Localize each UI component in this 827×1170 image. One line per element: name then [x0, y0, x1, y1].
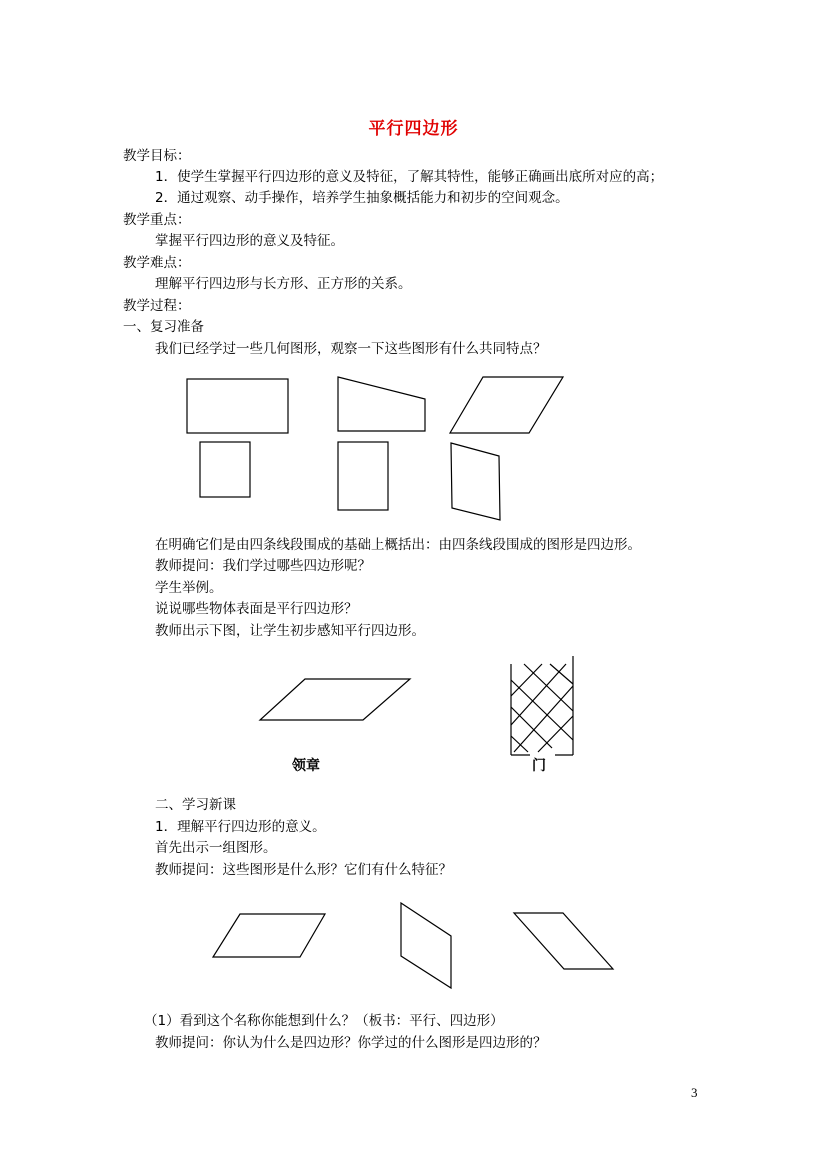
new-lesson-show-group: 首先出示一组图形。: [155, 840, 277, 856]
badge-parallelogram-shape: [260, 679, 410, 720]
objectives-heading: 教学目标：: [123, 148, 191, 164]
new-lesson-step1: 1．理解平行四边形的意义。: [155, 819, 326, 835]
new-lesson-q1: （1）看到这个名称你能想到什么？（板书：平行、四边形）: [144, 1013, 504, 1029]
new-lesson-q1-ask: 教师提问：你认为什么是四边形？你学过的什么图形是四边形的？: [155, 1035, 547, 1051]
review-summary: 在明确它们是由四条线段围成的基础上概括出：由四条线段围成的图形是四边形。: [155, 537, 641, 553]
parallelogram-shape: [450, 377, 563, 433]
review-show: 教师出示下图，让学生初步感知平行四边形。: [155, 623, 425, 639]
parallelogram-c-shape: [514, 913, 613, 969]
skewed-quadrilateral-shape: [451, 443, 500, 520]
process-heading: 教学过程：: [123, 298, 191, 314]
page-number: 3: [691, 1085, 698, 1100]
review-heading: 一、复习准备: [123, 319, 204, 335]
door-caption: 门: [532, 758, 546, 774]
rectangle-tall-shape: [338, 442, 388, 510]
new-lesson-heading: 二、学习新课: [155, 797, 236, 813]
review-objects: 说说哪些物体表面是平行四边形？: [155, 601, 358, 617]
objective-1: 1．使学生掌握平行四边形的意义及特征，了解其特性，能够正确画出底所对应的高；: [155, 169, 664, 185]
trapezoid-shape: [338, 377, 425, 431]
badge-caption: 领章: [292, 758, 320, 774]
objective-2: 2．通过观察、动手操作，培养学生抽象概括能力和初步的空间观念。: [155, 190, 569, 206]
difficulties-heading: 教学难点：: [123, 255, 191, 271]
square-shape: [200, 442, 250, 497]
rectangle-shape: [187, 379, 288, 433]
parallelogram-a-shape: [213, 914, 325, 957]
key-points-heading: 教学重点：: [123, 212, 191, 228]
review-question: 我们已经学过一些几何图形，观察一下这些图形有什么共同特点？: [155, 341, 547, 357]
page-title: 平行四边形: [368, 119, 459, 139]
door-lattice-shape: [511, 656, 573, 755]
review-examples: 学生举例。: [155, 580, 223, 596]
difficulties-text: 理解平行四边形与长方形、正方形的关系。: [155, 276, 412, 292]
review-ask: 教师提问：我们学过哪些四边形呢？: [155, 558, 371, 574]
key-points-text: 掌握平行四边形的意义及特征。: [155, 233, 344, 249]
parallelogram-b-shape: [401, 903, 451, 988]
new-lesson-ask: 教师提问：这些图形是什么形？它们有什么特征？: [155, 862, 452, 878]
